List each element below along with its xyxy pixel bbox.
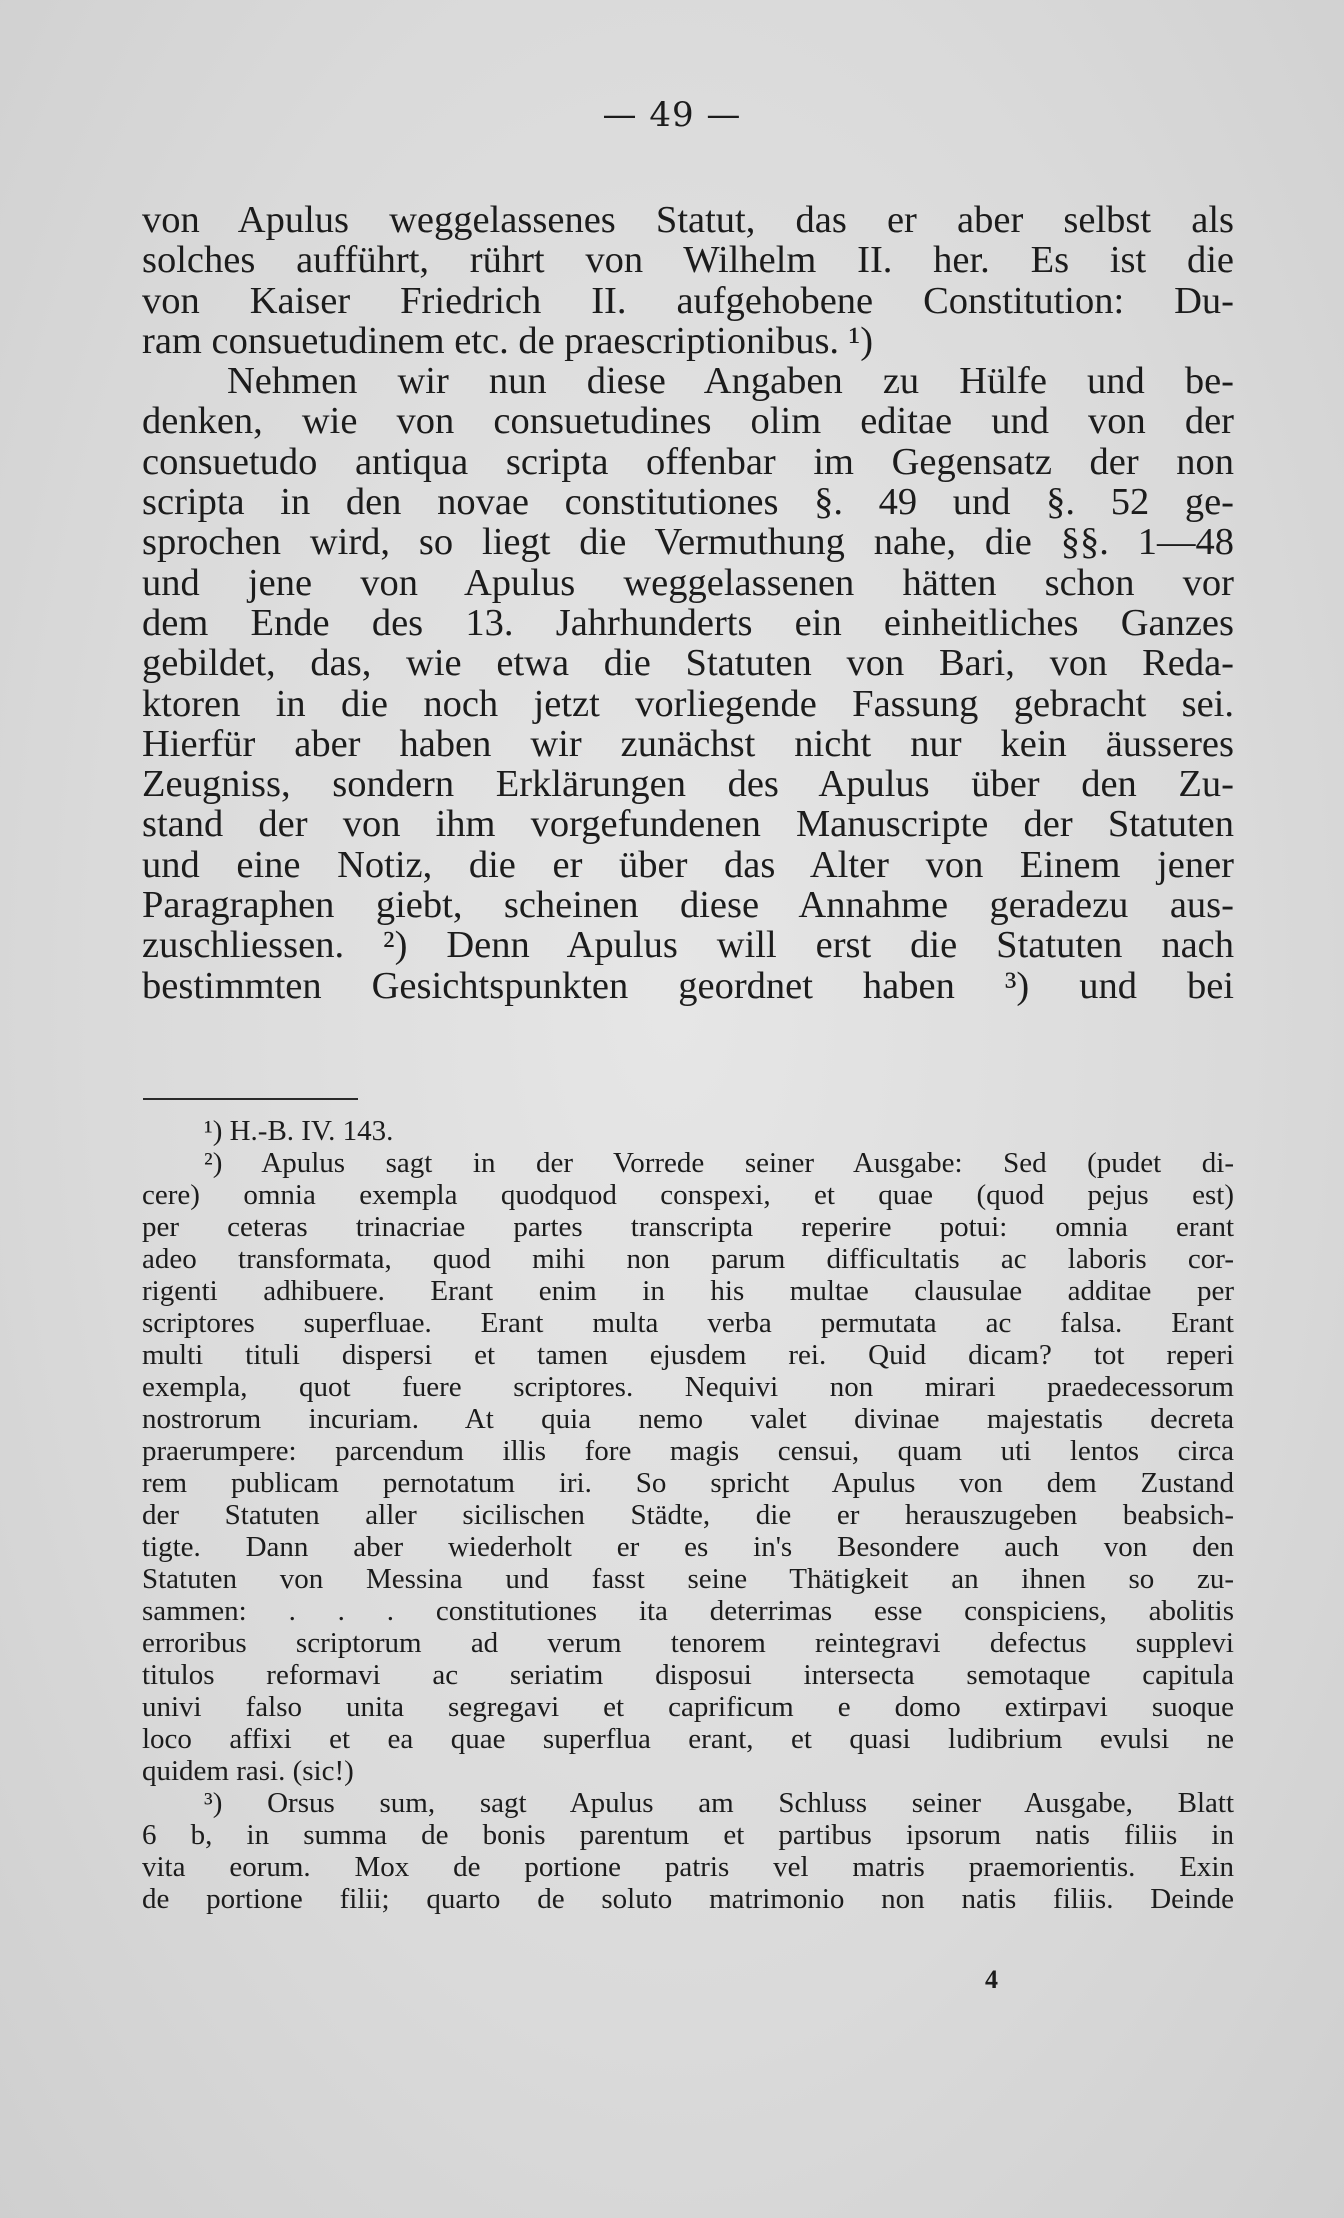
footnote-divider xyxy=(143,1098,358,1100)
footnote-line: exempla, quot fuere scriptores. Nequivi non mirari praedecessorum xyxy=(142,1371,1234,1403)
body-line: Hierfür aber haben wir zunächst nicht nur kein äusseres xyxy=(142,722,1234,765)
body-line: ktoren in die noch jetzt vorliegende Fassung gebracht sei. xyxy=(142,682,1234,725)
footnote-line: rigenti adhibuere. Erant enim in his multae clausulae additae per xyxy=(142,1275,1234,1307)
footnote-line: multi tituli dispersi et tamen ejusdem rei. Quid dicam? tot reperi xyxy=(142,1339,1234,1371)
footnote-line: nostrorum incuriam. At quia nemo valet divinae majestatis decreta xyxy=(142,1403,1234,1435)
footnote-line: praerumpere: parcendum illis fore magis censui, quam uti lentos circa xyxy=(142,1435,1234,1467)
footnote-line: per ceteras trinacriae partes transcripta reperire potui: omnia erant xyxy=(142,1211,1234,1243)
footnote-line: titulos reformavi ac seriatim disposui intersecta semotaque capitula xyxy=(142,1659,1234,1691)
body-line: bestimmten Gesichtspunkten geordnet haben ³) und bei xyxy=(142,964,1234,1007)
body-line: und jene von Apulus weggelassenen hätten schon vor xyxy=(142,561,1234,604)
body-line: ram consuetudinem etc. de praescriptionibus. ¹) xyxy=(142,319,874,362)
signature-mark: 4 xyxy=(985,1965,998,1994)
footnote-line: rem publicam pernotatum iri. So spricht Apulus von dem Zustand xyxy=(142,1467,1234,1499)
footnote-line: adeo transformata, quod mihi non parum difficultatis ac laboris cor- xyxy=(142,1243,1234,1275)
footnote-line: sammen: . . . constitutiones ita deterrimas esse conspiciens, abolitis xyxy=(142,1595,1234,1627)
footnote-line: vita eorum. Mox de portione patris vel matris praemorientis. Exin xyxy=(142,1851,1234,1883)
footnote-line: univi falso unita segregavi et caprificum e domo extirpavi suoque xyxy=(142,1691,1234,1723)
body-line: gebildet, das, wie etwa die Statuten von Bari, von Reda- xyxy=(142,642,1234,685)
body-line: und eine Notiz, die er über das Alter von Einem jener xyxy=(142,843,1234,886)
body-line: Nehmen wir nun diese Angaben zu Hülfe und be- xyxy=(227,360,1234,403)
body-line: Zeugniss, sondern Erklärungen des Apulus über den Zu- xyxy=(142,763,1234,806)
page-number: — 49 — xyxy=(602,95,742,135)
footnote-line: tigte. Dann aber wiederholt er es in's Besondere auch von den xyxy=(142,1531,1234,1563)
footnote-line: der Statuten aller sicilischen Städte, die er herauszugeben beabsich- xyxy=(142,1499,1234,1531)
footnote-line: de portione filii; quarto de soluto matrimonio non natis filiis. Deinde xyxy=(142,1883,1234,1915)
footnotes xyxy=(142,1115,1234,1915)
footnote-line: loco affixi et ea quae superflua erant, et quasi ludibrium evulsi ne xyxy=(142,1723,1234,1755)
body-line: scripta in den novae constitutiones §. 49 und §. 52 ge- xyxy=(142,481,1234,524)
footnote-line: 6 b, in summa de bonis parentum et partibus ipsorum natis filiis in xyxy=(142,1819,1234,1851)
footnote-line: scriptores superfluae. Erant multa verba permutata ac falsa. Erant xyxy=(142,1307,1234,1339)
footnote-line: cere) omnia exempla quodquod conspexi, et quae (quod pejus est) xyxy=(142,1179,1234,1211)
main-text xyxy=(142,200,1234,1006)
body-line: denken, wie von consuetudines olim editae und von der xyxy=(142,400,1234,443)
body-line: sprochen wird, so liegt die Vermuthung nahe, die §§. 1—48 xyxy=(142,521,1234,564)
body-line: stand der von ihm vorgefundenen Manuscripte der Statuten xyxy=(142,803,1234,846)
body-line: zuschliessen. ²) Denn Apulus will erst die Statuten nach xyxy=(142,924,1234,967)
body-line: von Apulus weggelassenes Statut, das er aber selbst als xyxy=(142,199,1234,241)
body-line: dem Ende des 13. Jahrhunderts ein einheitliches Ganzes xyxy=(142,601,1234,644)
body-line: consuetudo antiqua scripta offenbar im Gegensatz der non xyxy=(142,440,1234,483)
footnote-line: ¹) H.-B. IV. 143. xyxy=(204,1115,394,1147)
body-line: solches aufführt, rührt von Wilhelm II. her. Es ist die xyxy=(142,239,1234,282)
footnote-line: Statuten von Messina und fasst seine Thätigkeit an ihnen so zu- xyxy=(142,1563,1234,1595)
body-line: von Kaiser Friedrich II. aufgehobene Constitution: Du- xyxy=(142,279,1234,322)
footnote-line: ³) Orsus sum, sagt Apulus am Schluss seiner Ausgabe, Blatt xyxy=(204,1787,1234,1819)
footnote-line: quidem rasi. (sic!) xyxy=(142,1755,354,1787)
footnote-line: ²) Apulus sagt in der Vorrede seiner Ausgabe: Sed (pudet di- xyxy=(204,1147,1234,1179)
footnote-line: erroribus scriptorum ad verum tenorem reintegravi defectus supplevi xyxy=(142,1627,1234,1659)
body-line: Paragraphen giebt, scheinen diese Annahme geradezu aus- xyxy=(142,884,1234,927)
